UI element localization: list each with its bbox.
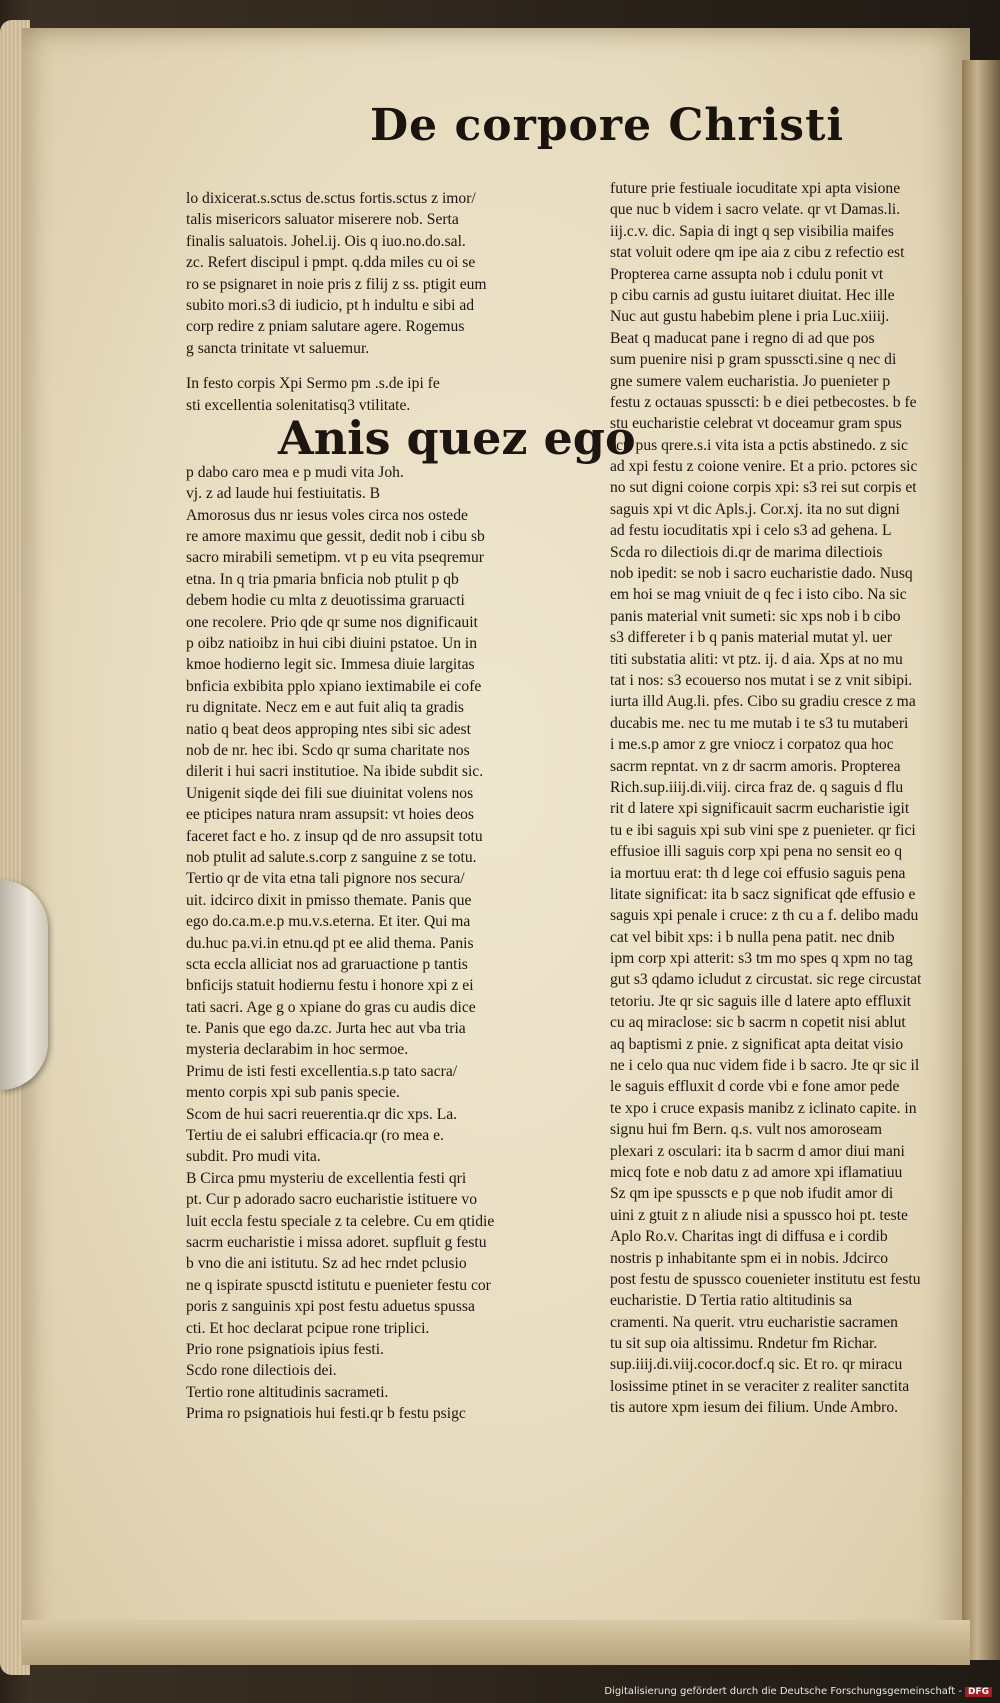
text-line: Prio rone psignatiois ipius festi. <box>186 1340 384 1358</box>
text-line: eucharistie. D Tertia ratio altitudinis sa <box>610 1292 852 1310</box>
text-line: uit. idcirco dixit in pmisso themate. Panis que <box>186 891 472 909</box>
text-line: le saguis effluxit d corde vbi e fone amor pede <box>610 1078 900 1096</box>
text-line: cat vel bibit xps: i b nulla pena patit. nec dnib <box>610 928 895 946</box>
text-line: kmoe hodierno legit sic. Immesa diuie largitas <box>186 656 475 674</box>
text-line: ia mortuu erat: th d lege coi effusio saguis pena <box>610 864 906 882</box>
text-line: panis material vnit sumeti: sic xps nob i b cibo <box>610 607 901 625</box>
text-line: ro se psignaret in noie pris z filij z ss. ptigit eum <box>186 275 487 293</box>
text-line: Tertio rone altitudinis sacrameti. <box>186 1383 389 1401</box>
text-line: b vno die ani istitutu. Sz ad hec rndet pclusio <box>186 1255 467 1273</box>
text-line: Amorosus dus nr iesus voles circa nos ostede <box>186 506 468 524</box>
text-line: em hoi se mag vniuit de q fec i isto cibo. Na sic <box>610 586 907 604</box>
text-line: rit d latere xpi significauit sacrm eucharistie igit <box>610 800 910 818</box>
text-line: signu hui fm Bern. q.s. vult nos amoroseam <box>610 1121 882 1139</box>
text-line: etna. In q tria pmaria bnficia nob ptulit p qb <box>186 570 459 588</box>
text-line: g sancta trinitate vt saluemur. <box>186 339 370 357</box>
text-line: bnficia exbibita pplo xpiano iextimabile ei cofe <box>186 677 482 695</box>
text-line: ad festu iocuditatis xpi i celo s3 ad gehena. L <box>610 522 892 540</box>
text-line: i me.s.p amor z gre vniocz i corpatoz qua hoc <box>610 736 894 754</box>
text-line: p cibu carnis ad gustu iuitaret diuitat. Hec ille <box>610 286 895 304</box>
text-line: micq fote e nob datu z ad amore xpi iflamatiuu <box>610 1163 903 1181</box>
text-line: Scom de hui sacri reuerentia.qr dic xps. La. <box>186 1105 458 1123</box>
text-line: mento corpis xpi sub panis specie. <box>186 1084 400 1102</box>
text-line: zc. Refert discipul i pmpt. q.dda miles cu oi se <box>186 254 476 272</box>
text-line: natio q beat deos approping ntes sibi sic adest <box>186 720 471 738</box>
text-line: B Circa pmu mysteriu de excellentia festi qri <box>186 1169 467 1187</box>
text-line: poris z sanguinis xpi post festu aduetus spussa <box>186 1298 475 1316</box>
page-clip <box>0 880 48 1090</box>
text-line: In festo corpis Xpi Sermo pm .s.de ipi fe <box>186 375 440 393</box>
text-line: iij.c.v. dic. Sapia di ingt q sep visibilia maifes <box>610 222 894 240</box>
text-line: saguis xpi penale i cruce: z th cu a f. delibo madu <box>610 907 919 925</box>
page-title: De corpore Christi <box>370 100 845 151</box>
dfg-logo: DFG <box>965 1687 992 1697</box>
text-line: Beat q maducat pane i regno di ad que pos <box>610 329 875 347</box>
text-line: ipm corp xpi atterit: s3 tm mo spes q xpm no tag <box>610 950 913 968</box>
text-column-right <box>610 178 956 1419</box>
text-line: scti pus qrere.s.i vita ista a pctis abstinedo. z sic <box>610 436 908 454</box>
text-line: Propterea carne assupta nob i cdulu ponit vt <box>610 265 884 283</box>
text-line: nostris p inhabitante spm ei in nobis. Jdcirco <box>610 1249 889 1267</box>
text-line: que nuc b videm i sacro velate. qr vt Damas.li. <box>610 201 901 219</box>
text-line: sacrm repntat. vn z dr sacrm amoris. Propterea <box>610 757 901 775</box>
text-line: ru dignitate. Necz em e aut fuit aliq ta gradis <box>186 699 464 717</box>
text-line: iurta illd Aug.li. pfes. Cibo su gradiu cresce z ma <box>610 693 916 711</box>
text-line: subdit. Pro mudi vita. <box>186 1148 321 1166</box>
text-line: lo dixicerat.s.sctus de.sctus fortis.sctus z imor/ <box>186 190 476 207</box>
text-line: Rich.sup.iiij.di.viij. circa fraz de. q saguis d flu <box>610 778 904 796</box>
text-line: Tertio qr de vita etna tali pignore nos secura/ <box>186 870 465 888</box>
text-line: cti. Et hoc declarat pcipue rone triplici. <box>186 1319 430 1337</box>
text-line: tati sacri. Age g o xpiane do gras cu audis dice <box>186 998 476 1016</box>
text-line: Primu de isti festi excellentia.s.p tato sacra/ <box>186 1062 458 1080</box>
text-line: ego do.ca.m.e.p mu.v.s.eterna. Et iter. Qui ma <box>186 913 471 931</box>
text-line: stu eucharistie celebrat vt doceamur gram spus <box>610 415 902 433</box>
text-line: s3 differeter i b q panis material mutat yl. uer <box>610 629 893 647</box>
text-line: future prie festiuale iocuditate xpi apta visione <box>610 180 901 197</box>
text-line: ducabis me. nec tu me mutab i te s3 tu mutaberi <box>610 714 909 732</box>
text-line: ne q ispirate spusctd istitutu e puenieter festu cor <box>186 1276 491 1294</box>
text-line: post festu de spussco couenieter institutu est festu <box>610 1270 921 1288</box>
text-line: Unigenit siqde dei fili sue diuinitat volens nos <box>186 784 474 802</box>
text-line: sacro mirabili semetipm. vt p eu vita pseqremur <box>186 549 484 567</box>
text-column-left <box>186 188 636 1424</box>
text-line: aq baptismi z pnie. z significat apta deitat visio <box>610 1035 904 1053</box>
text-line: plexari z osculari: ita b sacrm d amor diui mani <box>610 1142 905 1160</box>
text-line: one recolere. Prio qde qr sume nos dignificauit <box>186 613 478 631</box>
text-line: Nuc aut gustu habebim plene i pria Luc.xiiij. <box>610 308 890 326</box>
text-line: du.huc pa.vi.in etnu.qd pt ee alid thema. Panis <box>186 934 474 952</box>
text-line: effusioe illi saguis corp xpi pena no sensit eo q <box>610 843 903 861</box>
text-line: uini z gtuit z n aliude nisi a spussco hoi pt. teste <box>610 1206 908 1224</box>
text-line: bnficijs statuit hodiernu festu i honore xpi z ei <box>186 977 474 995</box>
text-line: tu e ibi saguis xpi sub vini spe z puenieter. qr fici <box>610 821 916 839</box>
text-line: dilerit i hui sacri institutioe. Na ibide subdit sic. <box>186 763 484 781</box>
text-line: te xpo i cruce expasis manibz z iclinato capite. in <box>610 1099 917 1117</box>
text-line: finalis saluatois. Johel.ij. Ois q iuo.no.do.sal. <box>186 232 466 250</box>
text-line: saguis xpi vt dic Apls.j. Cor.xj. ita no sut digni <box>610 500 900 518</box>
text-line: festu z octauas spusscti: b e diei petbecostes. b fe <box>610 393 917 411</box>
text-line: nob de nr. hec ibi. Scdo qr suma charitate nos <box>186 741 470 759</box>
text-line: scta eccla alliciat nos ad graruactione p tantis <box>186 955 468 973</box>
text-line: gne sumere valem eucharistia. Jo puenieter p <box>610 372 891 390</box>
text-line: tat i nos: s3 ecouerso nos mutat i se z vnit sibipi. <box>610 671 913 689</box>
text-line: re amore maximu que gessit, dedit nob i cibu sb <box>186 528 485 546</box>
sermon-incipit: Anis quez ego <box>278 410 636 465</box>
text-line: stat voluit odere qm ipe aia z cibu z refectio est <box>610 244 905 262</box>
text-line: subito mori.s3 di iudicio, pt h indultu e sibi ad <box>186 296 475 314</box>
text-line: sup.iiij.di.viij.cocor.docf.q sic. Et ro. qr miracu <box>610 1356 903 1374</box>
text-line: corp redire z pniam salutare agere. Rogemus <box>186 318 465 336</box>
paragraph-gap <box>186 359 592 373</box>
text-line: p dabo caro mea e p mudi vita Joh. <box>186 463 404 481</box>
text-line: no sut digni coione corpis xpi: s3 rei sut corpis et <box>610 479 917 497</box>
text-line: pt. Cur p adorado sacro eucharistie istituere vo <box>186 1191 477 1209</box>
text-line: titi substatia aliti: vt ptz. ij. d aia. Xps at no mu <box>610 650 903 668</box>
text-line: gut s3 qdamo icludut z circustat. sic rege circustat <box>610 971 922 989</box>
text-line: litate significat: ita b sacz significat qde effusio e <box>610 885 916 903</box>
text-line: sacrm eucharistie i missa adoret. supfluit g festu <box>186 1233 487 1251</box>
book-binding-edge <box>962 60 1000 1660</box>
page-bottom-shade <box>22 1620 970 1665</box>
text-line: te. Panis que ego da.zc. Jurta hec aut vba tria <box>186 1020 466 1038</box>
text-line: Tertiu de ei salubri efficacia.qr (ro mea e. <box>186 1127 444 1145</box>
text-line: Aplo Ro.v. Charitas ingt di diffusa e i cordib <box>610 1228 888 1246</box>
text-line: vj. z ad laude hui festiuitatis. B <box>186 485 381 503</box>
text-line: Prima ro psignatiois hui festi.qr b festu psigc <box>186 1405 466 1423</box>
text-line: tu sit sup oia altissimu. Rndetur fm Richar. <box>610 1335 878 1353</box>
text-line: Scda ro dilectiois di.qr de marima dilectiois <box>610 543 883 561</box>
text-line: Scdo rone dilectiois dei. <box>186 1362 337 1380</box>
text-line: sum puenire nisi p gram spusscti.sine q nec di <box>610 351 897 369</box>
text-line: tetoriu. Jte qr sic saguis ille d latere apto effluxit <box>610 992 912 1010</box>
text-line: p oibz natioibz in hui cibi diuini pstatoe. Un in <box>186 635 478 653</box>
text-line: debem hodie cu mlta z deuotissima graruacti <box>186 592 465 610</box>
text-line: mysteria declarabim in hoc sermoe. <box>186 1041 409 1059</box>
text-line: Sz qm ipe spusscts e p que nob ifudit amor di <box>610 1185 894 1203</box>
text-line: luit eccla festu speciale z ta celebre. Cu em qtidie <box>186 1212 495 1230</box>
text-line: ne i celo qua nuc videm fide i b sacro. Jte qr sic il <box>610 1057 920 1075</box>
text-line: faceret fact e ho. z insup qd de nro assupsit totu <box>186 827 483 845</box>
text-line: nob ptulit ad salute.s.corp z sanguine z se totu. <box>186 848 477 866</box>
credit-text: Digitalisierung gefördert durch die Deutsche Forschungsgemeinschaft - <box>604 1686 962 1697</box>
text-line: tis autore xpm iesum dei filium. Unde Ambro. <box>610 1399 899 1417</box>
text-line: ee pticipes natura nram assupsit: vt hoies deos <box>186 806 474 824</box>
text-line: ad xpi festu z coione venire. Et a prio. pctores sic <box>610 458 918 476</box>
text-line: cu aq miraclose: sic b sacrm n copetit nisi ablut <box>610 1014 906 1032</box>
text-line: sti excellentia solenitatisq3 vtilitate. <box>186 396 411 414</box>
text-line: talis misericors saluator miserere nob. Serta <box>186 211 459 229</box>
text-line: losissime ptinet in se veraciter z realiter sanctita <box>610 1377 910 1395</box>
text-line: cramenti. Na querit. vtru eucharistie sacramen <box>610 1313 898 1331</box>
text-line: nob ipedit: se nob i sacro eucharistie dado. Nusq <box>610 565 913 583</box>
digitization-credit <box>600 1686 992 1697</box>
